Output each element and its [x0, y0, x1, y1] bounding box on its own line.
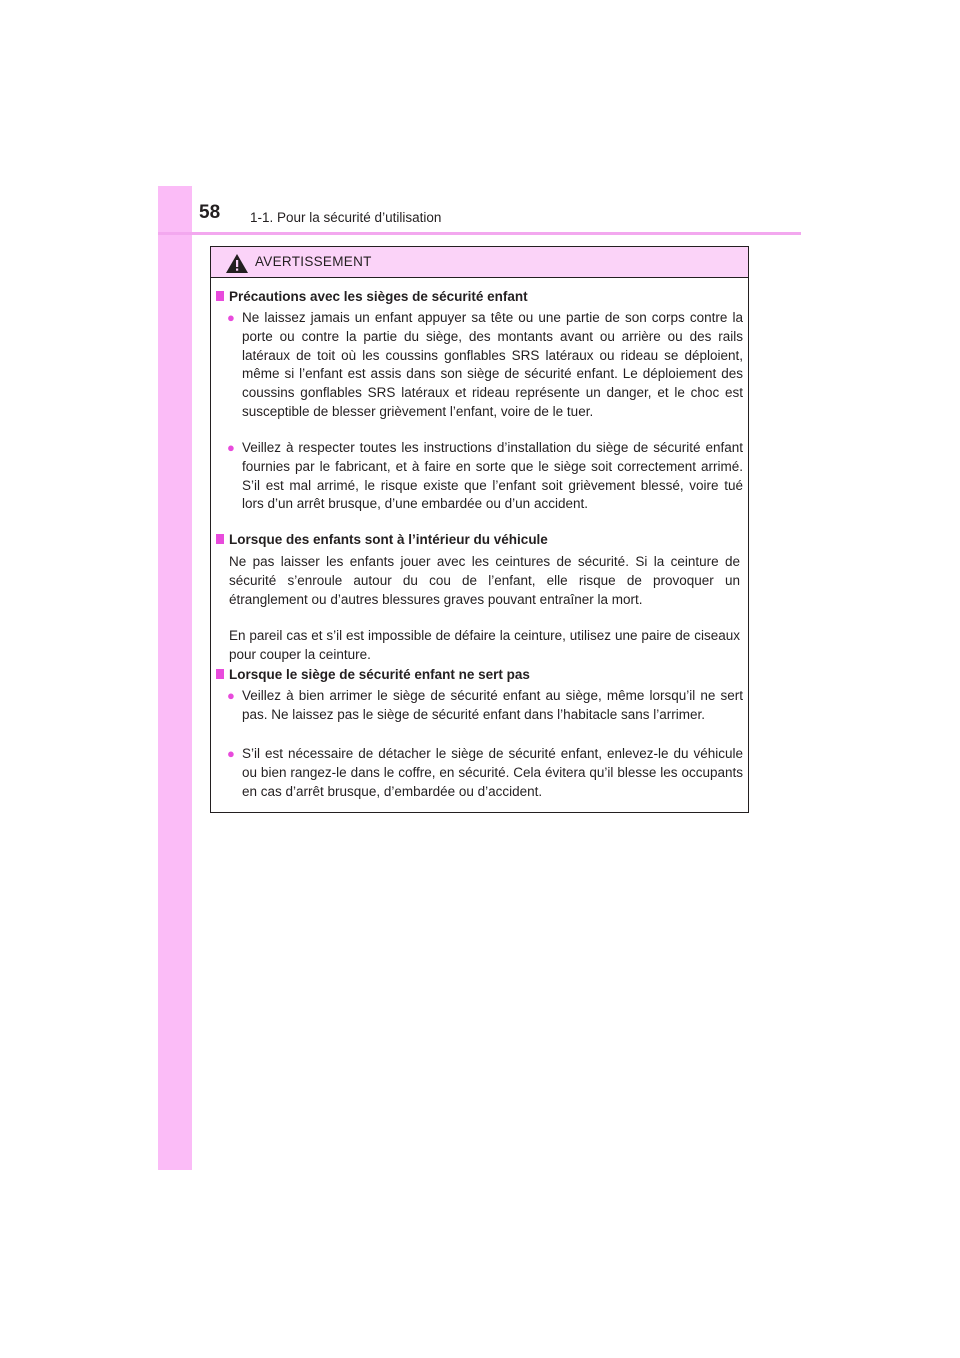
circle-bullet-icon: ●: [227, 746, 235, 761]
circle-bullet-icon: ●: [227, 440, 235, 455]
body-paragraph: Ne pas laisser les enfants jouer avec les ceintures de sécurité. Si la ceinture de sécurité s’enroule autour du cou de l’enfant, elle risque de provoquer un étranglement ou d’autres blessures graves pouvant entraîner la mort.: [229, 554, 740, 607]
square-marker-icon: [216, 291, 224, 301]
bullet-text: S’il est nécessaire de détacher le siège de sécurité enfant, enlevez-le du véhicule ou bien rangez-le dans le coffre, en sécurité. Cela évitera qu’il blesse les occupants en cas d’arrêt brusque, d’embardée ou d’accident.: [242, 746, 743, 799]
bullet-text: Ne laissez jamais un enfant appuyer sa tête ou une partie de son corps contre la porte ou contre la partie du siège, des montants avant ou arrière ou des rails latéraux de toit où les coussins gonflables SRS latéraux ou rideau se déploient, même si l’enfant est assis dans son siège de sécurité enfant. Le déploiement des coussins gonflables SRS latéraux et rideau représente un danger, et le choc est susceptible de blesser grièvement l’enfant, voire de le tuer.: [242, 310, 743, 419]
warning-header: [211, 247, 748, 278]
warning-triangle-icon: [226, 254, 248, 273]
header-rule: [158, 232, 801, 235]
section-title: 1-1. Pour la sécurité d’utilisation: [250, 210, 442, 225]
page-number: 58: [199, 202, 221, 223]
circle-bullet-icon: ●: [227, 688, 235, 703]
section-heading: [216, 667, 530, 683]
bullet-text: Veillez à respecter toutes les instructions d’installation du siège de sécurité enfant fournies par le fabricant, et à faire en sorte que le siège soit correctement arrimé. S’il est mal arrimé, le risque existe que l’enfant soit grièvement blessé, voire tué lors d’un arrêt brusque, d’une embardée ou d’un accident.: [242, 440, 743, 512]
chapter-side-band: [158, 186, 192, 1170]
bullet-text: Veillez à bien arrimer le siège de sécurité enfant au siège, même lorsqu’il ne sert pas. Ne laissez pas le siège de sécurité enfant dans l’habitacle sans l’arrimer.: [242, 688, 743, 722]
section-heading: [216, 289, 528, 305]
square-marker-icon: [216, 669, 224, 679]
circle-bullet-icon: ●: [227, 310, 235, 325]
warning-title: AVERTISSEMENT: [255, 254, 372, 269]
section-heading-text: Précautions avec les sièges de sécurité enfant: [229, 289, 528, 304]
section-heading-text: Lorsque des enfants sont à l’intérieur du véhicule: [229, 532, 548, 547]
body-paragraph: En pareil cas et s’il est impossible de défaire la ceinture, utilisez une paire de ciseaux pour couper la ceinture.: [229, 628, 740, 662]
square-marker-icon: [216, 534, 224, 544]
section-heading: [216, 532, 548, 548]
section-heading-text: Lorsque le siège de sécurité enfant ne sert pas: [229, 667, 530, 682]
warning-box: [210, 246, 749, 813]
